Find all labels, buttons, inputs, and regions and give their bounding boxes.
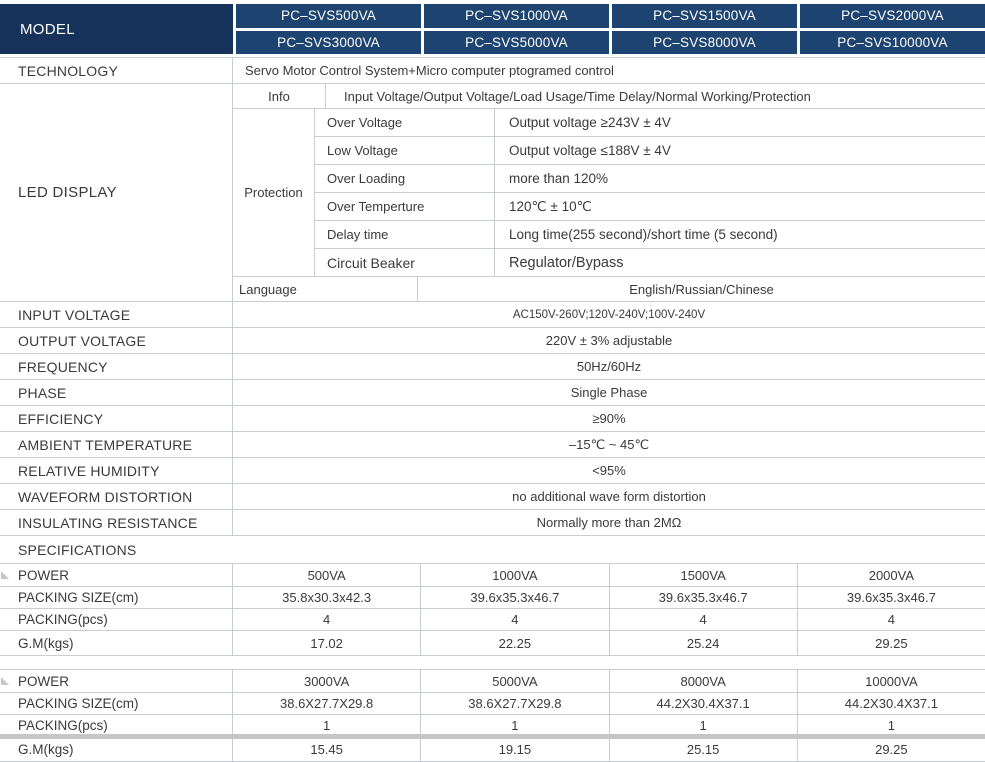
spec-value: Single Phase — [570, 385, 648, 400]
protection-block — [233, 109, 985, 276]
protection-value: Output voltage ≤188V ± 4V — [509, 143, 671, 158]
row-label-gm: G.M(kgs) — [0, 737, 233, 761]
packing-table-block-1 — [0, 564, 985, 656]
table-cell: 10000VA — [865, 673, 918, 689]
table-cell: 29.25 — [875, 741, 908, 757]
spec-label: FREQUENCY — [0, 354, 233, 379]
table-cell: 4 — [887, 612, 895, 627]
protection-row — [315, 249, 985, 276]
table-cell: 3000VA — [233, 670, 421, 692]
table-cell: 1500VA — [610, 564, 798, 586]
protection-name: Over Temperture — [315, 193, 495, 220]
led-display-label: LED DISPLAY — [0, 84, 233, 301]
model-name-cell: PC–SVS500VA — [236, 4, 421, 28]
table-cell: 38.6X27.7X29.8 — [233, 693, 421, 714]
spec-value: –15℃ ~ 45℃ — [568, 436, 650, 452]
table-cell: 1 — [233, 715, 421, 736]
protection-value: Regulator/Bypass — [509, 254, 624, 271]
language-value: English/Russian/Chinese — [629, 281, 774, 297]
table-cell: 39.6x35.3x46.7 — [610, 587, 798, 608]
protection-row — [315, 165, 985, 193]
spec-row-insulating-resistance — [0, 510, 985, 536]
spec-value: ≥90% — [592, 411, 626, 426]
model-name-cell: PC–SVS3000VA — [236, 31, 421, 55]
protection-value: 120℃ ± 10℃ — [509, 198, 592, 214]
row-label-power — [0, 670, 233, 692]
table-cell: 4 — [421, 609, 609, 630]
spec-label: PHASE — [0, 380, 233, 405]
table-row-power — [0, 670, 985, 693]
table-cell: 15.45 — [233, 737, 421, 761]
technology-label: TECHNOLOGY — [0, 58, 233, 83]
table-cell: 500VA — [233, 564, 421, 586]
table-row-packing-size — [0, 587, 985, 609]
table-cell: 1 — [887, 718, 895, 733]
bottom-divider-bar — [0, 734, 985, 739]
model-name-cell: PC–SVS2000VA — [800, 4, 985, 28]
protection-name: Circuit Beaker — [315, 249, 495, 276]
spec-label: EFFICIENCY — [0, 406, 233, 431]
table-cell: 39.6x35.3x46.7 — [846, 590, 936, 605]
protection-value: Output voltage ≥243V ± 4V — [509, 115, 671, 130]
table-cell: 44.2X30.4X37.1 — [610, 693, 798, 714]
protection-row — [315, 221, 985, 249]
led-info-value: Input Voltage/Output Voltage/Load Usage/Time Delay/Normal Working/Protection — [344, 88, 811, 104]
specifications-section-label: SPECIFICATIONS — [0, 536, 985, 564]
protection-name: Delay time — [315, 221, 495, 248]
spec-row-ambient-temperature — [0, 432, 985, 458]
spec-value: 220V ± 3% adjustable — [545, 333, 673, 348]
table-cell: 17.02 — [233, 631, 421, 655]
spec-row-input-voltage — [0, 302, 985, 328]
row-label-text: POWER — [18, 567, 70, 583]
spec-row-efficiency — [0, 406, 985, 432]
table-cell: 25.15 — [610, 737, 798, 761]
protection-value: Long time(255 second)/short time (5 second) — [509, 227, 778, 242]
table-cell: 29.25 — [875, 635, 908, 651]
packing-table-block-2 — [0, 669, 985, 762]
protection-row — [315, 109, 985, 137]
language-row — [233, 276, 985, 301]
table-cell: 44.2X30.4X37.1 — [844, 696, 938, 711]
model-name-cell: PC–SVS1000VA — [424, 4, 609, 28]
protection-name: Low Voltage — [315, 137, 495, 164]
table-cell: 4 — [233, 609, 421, 630]
model-name-cell: PC–SVS8000VA — [612, 31, 797, 55]
protection-row — [315, 193, 985, 221]
table-cell: 8000VA — [610, 670, 798, 692]
table-cell: 1 — [610, 715, 798, 736]
table-row-packing-pcs — [0, 609, 985, 631]
spec-label: RELATIVE HUMIDITY — [0, 458, 233, 483]
block-gap — [0, 656, 985, 669]
table-row-gm — [0, 631, 985, 656]
spec-row-waveform-distortion — [0, 484, 985, 510]
protection-name: Over Loading — [315, 165, 495, 192]
spec-row-output-voltage — [0, 328, 985, 354]
protection-name: Over Voltage — [315, 109, 495, 136]
spec-label: WAVEFORM DISTORTION — [0, 484, 233, 509]
spec-row-frequency — [0, 354, 985, 380]
model-name-cell: PC–SVS1500VA — [612, 4, 797, 28]
table-row-power — [0, 564, 985, 587]
spec-label: INPUT VOLTAGE — [0, 302, 233, 327]
spec-label: AMBIENT TEMPERATURE — [0, 432, 233, 457]
table-cell: 1000VA — [421, 564, 609, 586]
row-label-text: POWER — [18, 673, 70, 689]
table-cell: 39.6x35.3x46.7 — [421, 587, 609, 608]
spec-value: AC150V-260V;120V-240V;100V-240V — [512, 308, 706, 321]
model-header-cell: MODEL — [0, 4, 233, 54]
spec-sheet — [0, 4, 985, 757]
spec-row-relative-humidity — [0, 458, 985, 484]
model-header-row — [0, 4, 985, 54]
spec-row-phase — [0, 380, 985, 406]
table-cell: 22.25 — [421, 631, 609, 655]
table-row-packing-size — [0, 693, 985, 715]
table-cell: 38.6X27.7X29.8 — [421, 693, 609, 714]
row-label-packing-size: PACKING SIZE(cm) — [0, 693, 233, 714]
row-label-packing-pcs: PACKING(pcs) — [0, 609, 233, 630]
protection-label: Protection — [233, 109, 315, 276]
table-cell: 5000VA — [421, 670, 609, 692]
technology-row — [0, 57, 985, 84]
spec-value: no additional wave form distortion — [512, 489, 706, 504]
corner-triangle-icon — [1, 571, 9, 579]
table-cell: 19.15 — [421, 737, 609, 761]
table-cell: 35.8x30.3x42.3 — [233, 587, 421, 608]
table-cell: 25.24 — [610, 631, 798, 655]
protection-value: more than 120% — [509, 171, 609, 186]
model-names-grid — [236, 4, 985, 54]
row-label-gm: G.M(kgs) — [0, 631, 233, 655]
led-info-row — [233, 84, 985, 109]
model-name-cell: PC–SVS5000VA — [424, 31, 609, 55]
protection-row — [315, 137, 985, 165]
row-label-packing-pcs: PACKING(pcs) — [0, 715, 233, 736]
corner-triangle-icon — [1, 677, 9, 685]
spec-value: Normally more than 2MΩ — [536, 515, 682, 530]
table-row-gm — [0, 737, 985, 762]
spec-label: INSULATING RESISTANCE — [0, 510, 233, 535]
row-label-power — [0, 564, 233, 586]
model-name-cell: PC–SVS10000VA — [800, 31, 985, 55]
row-label-packing-size: PACKING SIZE(cm) — [0, 587, 233, 608]
language-label: Language — [233, 277, 418, 301]
led-info-label: Info — [233, 84, 326, 108]
spec-label: OUTPUT VOLTAGE — [0, 328, 233, 353]
technology-value: Servo Motor Control System+Micro computer ptogramed control — [245, 63, 614, 78]
table-cell: 4 — [610, 609, 798, 630]
spec-value: <95% — [592, 463, 626, 478]
spec-value: 50Hz/60Hz — [576, 359, 642, 374]
table-cell: 2000VA — [868, 567, 915, 583]
table-cell: 1 — [421, 715, 609, 736]
led-display-block — [0, 84, 985, 302]
